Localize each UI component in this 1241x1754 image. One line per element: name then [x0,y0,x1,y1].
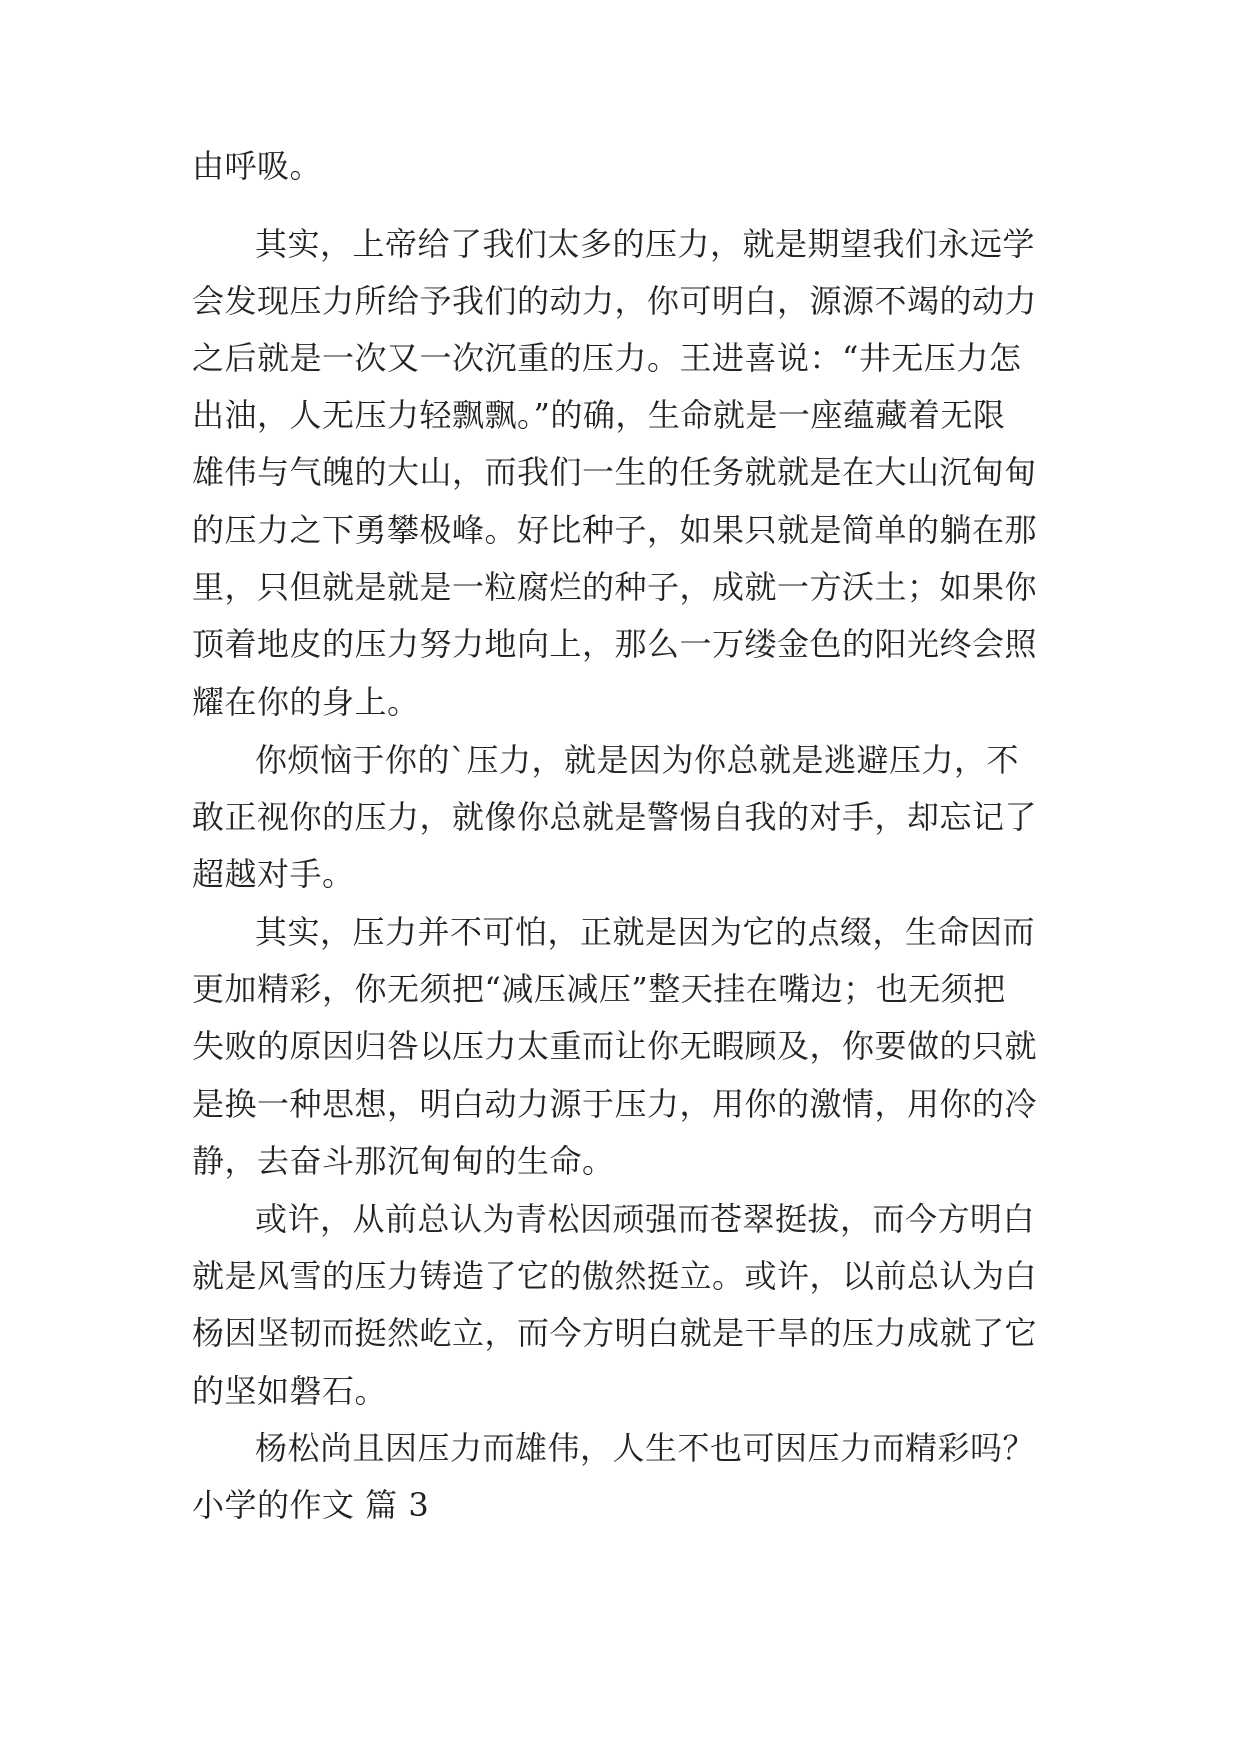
text-line: 里，只但就是就是一粒腐烂的种子，成就一方沃土；如果你 [192,568,1038,606]
text-line: 是换一种思想，明白动力源于压力，用你的激情，用你的冷 [192,1085,1038,1123]
text-line: 的坚如磐石。 [192,1372,388,1410]
paragraph-first-line: 你烦恼于你的`压力，就是因为你总就是逃避压力，不 [255,741,1020,779]
text-line: 顶着地皮的压力努力地向上，那么一万缕金色的阳光终会照 [192,625,1038,663]
text-line: 杨因坚韧而挺然屹立，而今方明白就是干旱的压力成就了它 [192,1314,1038,1352]
text-line: 耀在你的身上。 [192,683,420,721]
text-line: 出油，人无压力轻飘飘。”的确，生命就是一座蕴藏着无限 [192,396,1006,434]
text-line: 之后就是一次又一次沉重的压力。王进喜说：“井无压力怎 [192,339,1022,377]
text-line: 超越对手。 [192,855,355,893]
paragraph-first-line: 或许，从前总认为青松因顽强而苍翠挺拔，而今方明白 [255,1200,1036,1238]
text-line: 静，去奋斗那沉甸甸的生命。 [192,1142,615,1180]
paragraph-first-line: 杨松尚且因压力而雄伟，人生不也可因压力而精彩吗？ [255,1429,1036,1467]
text-line: 会发现压力所给予我们的动力，你可明白，源源不竭的动力 [192,282,1038,320]
text-line: 雄伟与气魄的大山，而我们一生的任务就就是在大山沉甸甸 [192,453,1038,491]
text-line: 失败的原因归咎以压力太重而让你无暇顾及，你要做的只就 [192,1027,1038,1065]
paragraph-first-line: 其实，压力并不可怕，正就是因为它的点缀，生命因而 [255,913,1036,951]
text-line: 由呼吸。 [192,147,323,185]
section-heading: 小学的作文 篇 3 [192,1486,430,1524]
text-line: 敢正视你的压力，就像你总就是警惕自我的对手，却忘记了 [192,798,1038,836]
text-line: 更加精彩，你无须把“减压减压”整天挂在嘴边；也无须把 [192,970,1006,1008]
text-line: 就是风雪的压力铸造了它的傲然挺立。或许，以前总认为白 [192,1257,1038,1295]
paragraph-first-line: 其实，上帝给了我们太多的压力，就是期望我们永远学 [255,225,1036,263]
text-line: 的压力之下勇攀极峰。好比种子，如果只就是简单的躺在那 [192,511,1038,549]
